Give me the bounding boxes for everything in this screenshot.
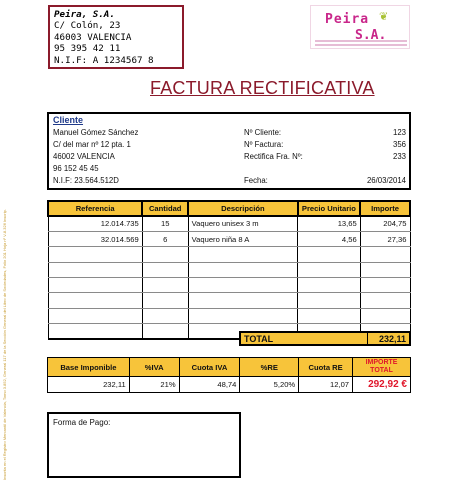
header-description: Descripción xyxy=(188,201,297,216)
total-box xyxy=(239,331,411,346)
cell-unit-price xyxy=(298,293,361,308)
table-row xyxy=(48,231,410,246)
items-table xyxy=(47,200,411,340)
client-name: Manuel Gómez Sánchez xyxy=(53,128,139,137)
cell-unit-price xyxy=(298,247,361,262)
cell-description xyxy=(188,293,297,308)
client-city: 46002 VALENCIA xyxy=(53,152,115,161)
cell-unit-price xyxy=(298,278,361,293)
client-heading: Cliente xyxy=(53,115,84,125)
cell-amount: 204,75 xyxy=(360,216,410,231)
cell-quantity xyxy=(142,324,188,339)
company-phone: 95 395 42 11 xyxy=(54,43,121,55)
cell-quantity xyxy=(142,247,188,262)
cell-reference xyxy=(48,308,142,323)
cell-amount xyxy=(360,262,410,277)
company-logo xyxy=(310,5,410,49)
table-row xyxy=(48,262,410,277)
header-total-amount: IMPORTE TOTAL xyxy=(353,358,411,377)
label-invoice-number: Nº Factura: xyxy=(244,140,284,149)
value-re-rate: 5,20% xyxy=(240,377,299,393)
total-label: TOTAL xyxy=(244,334,274,344)
label-rectifies: Rectifica Fra. Nº: xyxy=(244,152,303,161)
value-date: 26/03/2014 xyxy=(366,176,406,185)
cell-amount: 27,36 xyxy=(360,231,410,246)
cell-unit-price: 4,56 xyxy=(298,231,361,246)
client-phone: 96 152 45 45 xyxy=(53,164,99,173)
company-name: Peira, S.A. xyxy=(54,9,115,20)
cell-description xyxy=(188,247,297,262)
company-city: 46003 VALENCIA xyxy=(54,31,132,43)
cell-description xyxy=(188,278,297,293)
logo-sa: S.A. xyxy=(355,28,387,43)
value-vat-amount: 48,74 xyxy=(179,377,240,393)
client-details xyxy=(53,127,138,187)
header-unit-price: Precio Unitario xyxy=(298,201,361,216)
payment-label: Forma de Pago: xyxy=(53,418,111,427)
cell-unit-price xyxy=(298,308,361,323)
header-quantity: Cantidad xyxy=(142,201,188,216)
value-client-number: 123 xyxy=(392,128,406,137)
label-client-number: Nº Cliente: xyxy=(244,128,282,137)
cell-quantity xyxy=(142,262,188,277)
logo-word: Peira xyxy=(325,12,370,27)
header-re-amount: Cuota RE xyxy=(299,358,353,377)
invoice-values xyxy=(367,127,406,187)
value-re-amount: 12,07 xyxy=(299,377,353,393)
cell-description xyxy=(188,308,297,323)
cell-reference xyxy=(48,324,142,339)
label-blank xyxy=(244,163,303,175)
client-street: C/ del mar nº 12 pta. 1 xyxy=(53,140,131,149)
value-vat-rate: 21% xyxy=(129,377,179,393)
cell-amount xyxy=(360,278,410,293)
cell-quantity xyxy=(142,293,188,308)
leaf-icon: ❦ xyxy=(379,11,389,23)
cell-unit-price xyxy=(298,262,361,277)
header-amount: Importe xyxy=(360,201,410,216)
header-vat-amount: Cuota IVA xyxy=(179,358,240,377)
cell-quantity xyxy=(142,278,188,293)
table-row xyxy=(48,216,410,231)
value-invoice-number: 356 xyxy=(392,140,406,149)
cell-reference xyxy=(48,293,142,308)
cell-quantity: 6 xyxy=(142,231,188,246)
table-row xyxy=(48,377,411,393)
cell-amount xyxy=(360,247,410,262)
client-box xyxy=(47,112,411,190)
header-re-rate: %RE xyxy=(240,358,299,377)
value-total-amount: 292,92 € xyxy=(353,377,411,393)
total-value: 232,11 xyxy=(378,334,406,344)
table-row xyxy=(48,278,410,293)
cell-amount xyxy=(360,293,410,308)
header-vat-rate: %IVA xyxy=(129,358,179,377)
client-nif: N.I.F: 23.564.512D xyxy=(53,176,119,185)
company-address: C/ Colón, 23 xyxy=(54,20,121,32)
value-rectifies: 233 xyxy=(392,152,406,161)
value-blank xyxy=(367,163,406,175)
tax-summary-table xyxy=(47,357,411,393)
cell-amount xyxy=(360,308,410,323)
table-row xyxy=(48,247,410,262)
cell-reference xyxy=(48,278,142,293)
total-divider xyxy=(367,333,368,344)
table-row xyxy=(48,293,410,308)
cell-quantity: 15 xyxy=(142,216,188,231)
table-row xyxy=(48,308,410,323)
company-nif: N.I.F: A 1234567 8 xyxy=(54,54,154,66)
value-tax-base: 232,11 xyxy=(48,377,130,393)
invoice-labels xyxy=(244,127,303,187)
cell-reference: 32.014.569 xyxy=(48,231,142,246)
page-title: FACTURA RECTIFICATIVA xyxy=(150,78,375,98)
cell-description: Vaquero niña 8 A xyxy=(188,231,297,246)
cell-quantity xyxy=(142,308,188,323)
cell-description xyxy=(188,262,297,277)
company-info xyxy=(48,5,184,69)
payment-box xyxy=(47,412,241,478)
cell-description: Vaquero unisex 3 m xyxy=(188,216,297,231)
cell-unit-price: 13,65 xyxy=(298,216,361,231)
cell-reference: 12.014.735 xyxy=(48,216,142,231)
registry-note: Inscrita en el Registro Mercantil de Valencia, Tomo 3.852, General 117 de la Sección General del Libro de Sociedades, Folio 201 Hoja nº V-8.326 Inscrip. xyxy=(2,209,7,480)
header-tax-base: Base Imponible xyxy=(48,358,130,377)
header-reference: Referencia xyxy=(48,201,142,216)
cell-reference xyxy=(48,262,142,277)
cell-reference xyxy=(48,247,142,262)
label-date: Fecha: xyxy=(244,176,268,185)
